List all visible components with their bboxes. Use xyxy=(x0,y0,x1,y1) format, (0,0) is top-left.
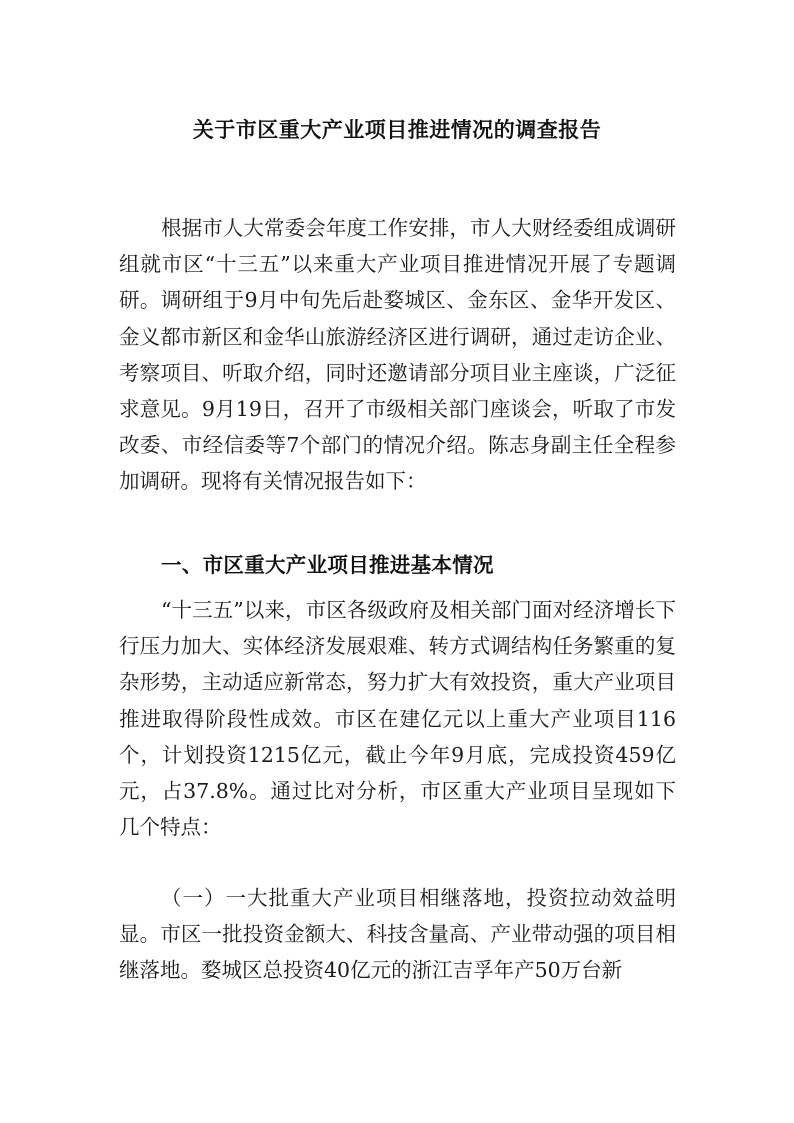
subsection-paragraph: （一）一大批重大产业项目相继落地，投资拉动效益明显。市区一批投资金额大、科技含量高、产业带动强的项目相继落地。婺城区总投资40亿元的浙江吉孚年产50万台新 xyxy=(119,886,676,983)
section-heading: 一、市区重大产业项目推进基本情况 xyxy=(161,553,494,577)
document-title: 关于市区重大产业项目推进情况的调查报告 xyxy=(192,118,602,142)
section-paragraph: “十三五”以来，市区各级政府及相关部门面对经济增长下行压力加大、实体经济发展艰难、转方式调结构任务繁重的复杂形势，主动适应新常态，努力扩大有效投资，重大产业项目推进取得阶段性成效。市区在建亿元以上重大产业项目116个，计划投资1215亿元，截止今年9月底，完成投资459亿元，占37.8%。通过比对分析，市区重大产业项目呈现如下几个特点： xyxy=(119,598,676,840)
intro-paragraph: 根据市人大常委会年度工作安排，市人大财经委组成调研组就市区“十三五”以来重大产业项目推进情况开展了专题调研。调研组于9月中旬先后赴婺城区、金东区、金华开发区、金义都市新区和金华山旅游经济区进行调研，通过走访企业、考察项目、听取介绍，同时还邀请部分项目业主座谈，广泛征求意见。9月19日，召开了市级相关部门座谈会，听取了市发改委、市经信委等7个部门的情况介绍。陈志身副主任全程参加调研。现将有关情况报告如下： xyxy=(119,216,676,494)
